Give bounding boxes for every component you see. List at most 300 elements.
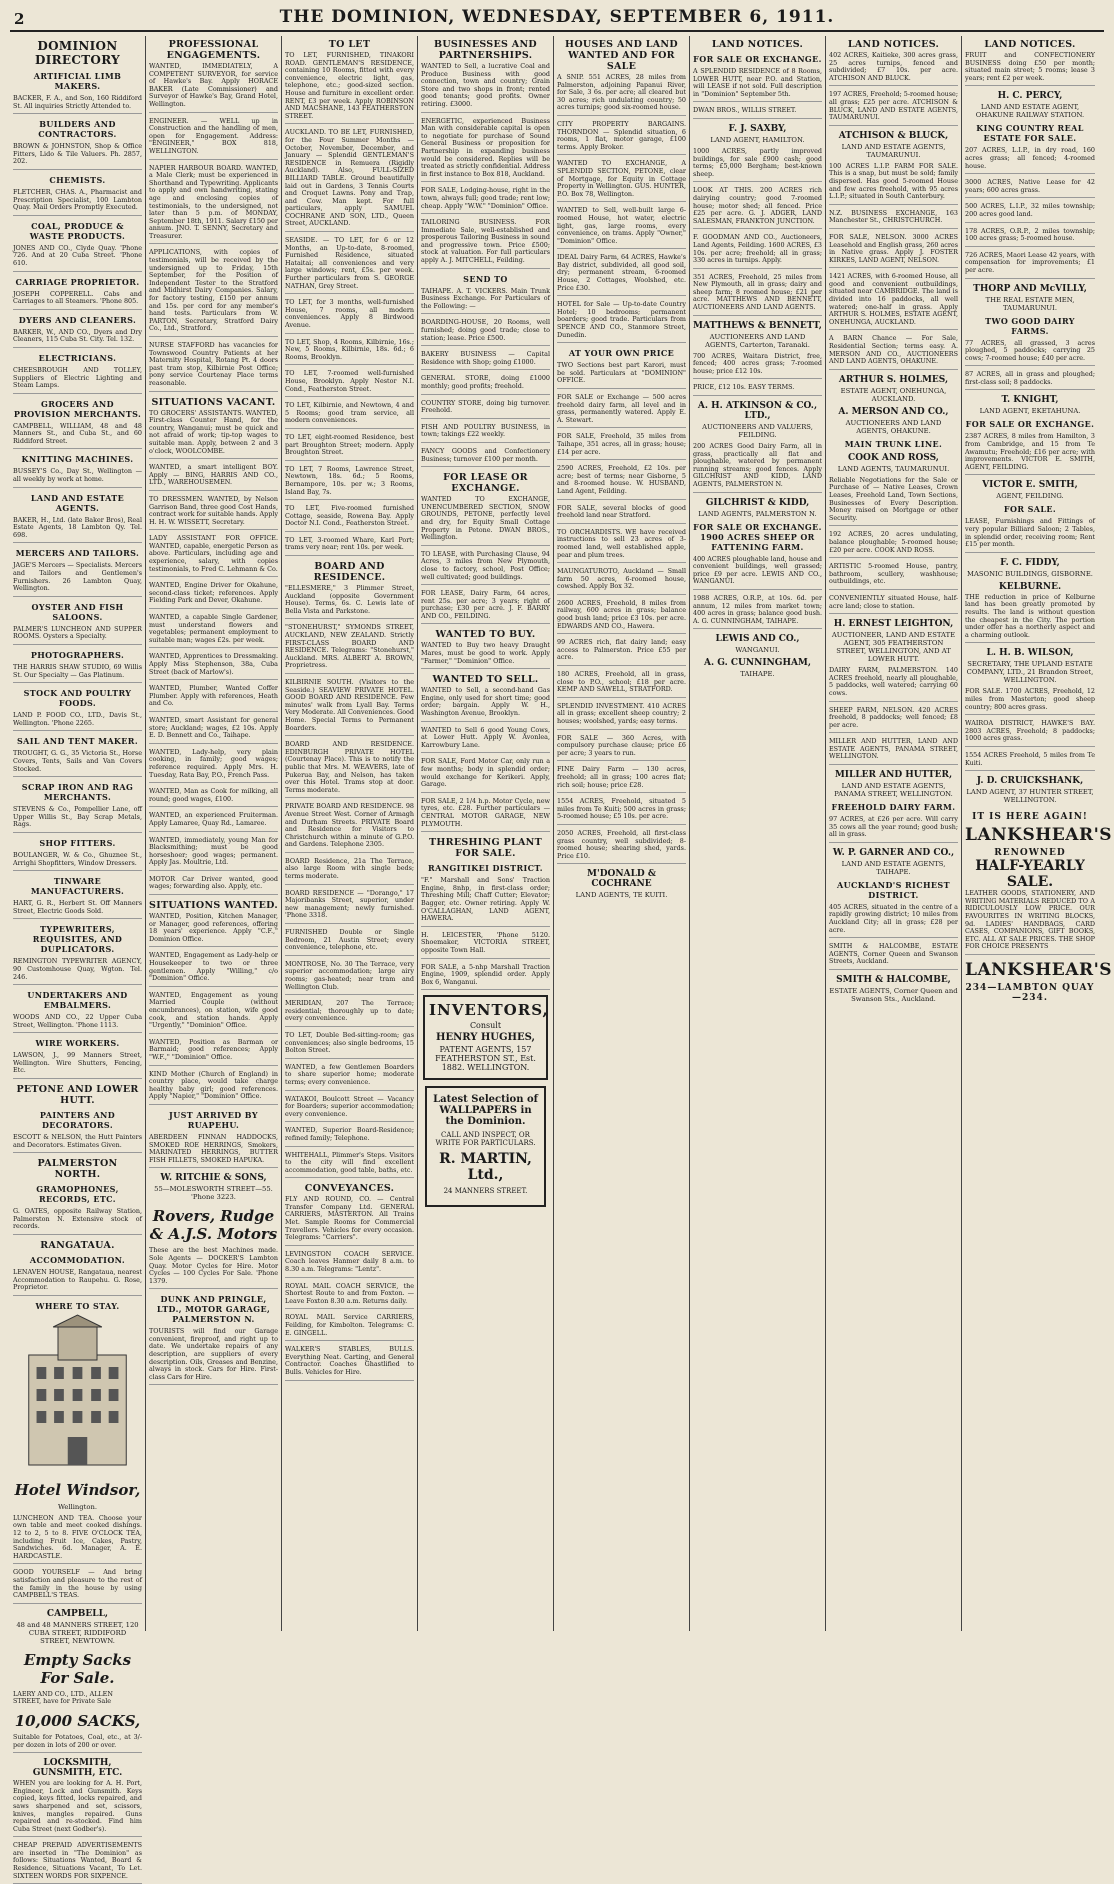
page-title: THE DOMINION, WEDNESDAY, SEPTEMBER 6, 1911.: [279, 7, 835, 27]
classified-ad: WANTED, Position as Barman or Barmaid; good references; Apply "W.F.," "Dominion" Office.: [149, 1039, 278, 1066]
classified-ad: 500 ACRES, L.I.P., 32 miles township; 200 acres good land.: [965, 203, 1095, 222]
classified-ad: BOARDING-HOUSE, 20 Rooms, well furnished; doing good trade; close to station; lease. Price £500.: [421, 319, 550, 346]
classified-ad: COUNTRY STORE, doing big turnover. Freehold.: [421, 400, 550, 419]
directory-category: SHOP FITTERS.: [39, 837, 116, 848]
classified-ad: WANTED, a capable Single Gardener, must understand flowers and vegetables; permanent employment to suitable man; wages £2s. per week.: [149, 614, 278, 648]
classified-ad: WANTED, Superior Board-Residence; refined family; Telephone.: [285, 1127, 414, 1146]
dunk-text: TOURISTS will find our Garage convenient, fireproof, and right up to date. We undertake repairs of any description, are suppliers of every description. Oils, Greases and Benzine, always in stock. Cars for Hire. First-class Cars for Hire.: [149, 1328, 278, 1385]
directory-category: SCRAP IRON AND RAG MERCHANTS.: [21, 782, 134, 803]
rovers-title: Rovers, Rudge & A.J.S. Motors: [149, 1207, 278, 1244]
directory-category: MERCERS AND TAILORS.: [15, 548, 140, 559]
column-engagements: [146, 36, 282, 1631]
wanted-buy-text: WANTED to Buy two heavy Draught Mares, must be good to work. Apply "Farmer," "Dominion" Office.: [421, 642, 550, 669]
ruapehu-heading: JUST ARRIVED BY RUAPEHU.: [169, 1109, 258, 1130]
classified-ad: NAPIER HARBOUR BOARD. WANTED, a Male Clerk; must be experienced in Shorthand and Typewriting. Applicants to apply and own handwriting, stating age and enclosing copies of testimonials, to the undersigned, not later than 5 p.m. of MONDAY, September 18th, 1911. Salary £150 per annum. JNO. T. SENNY, Secretary and Treasurer.: [149, 165, 278, 245]
directory-entry: JOSEPH COPPERELL. Cabs and Carriages to all Steamers. 'Phone 805.: [13, 291, 142, 310]
locksmith-title: LOCKSMITH, GUNSMITH, ETC.: [32, 1758, 123, 1779]
classified-ad: WANTED, Lady-help, very plain cooking, in family; good wages; reference required. Apply Mrs. H. Tuesday, Rata Bay, P.O., French Pass.: [149, 749, 278, 783]
masthead: [10, 4, 1104, 32]
classified-ad: WANTED, Engagement as young Married Couple (without encumbrances), on station, wife good cook, and station hands. Apply "Urgently," "Dominion" Office.: [149, 992, 278, 1034]
classified-ad: TO LET, for 3 months, well-furnished House, 7 rooms, all modern conveniences. Apply 8 Birdwood Avenue.: [285, 299, 414, 333]
directory-entry: BACKER, F. A., and Son, 160 Riddiford St. All inquiries Strictly Attended to.: [13, 95, 142, 114]
classified-ad: WANTED to Sell, a lucrative Coal and Produce Business with good connection, town and country; Grain Store and two shops in front; rented good tenants; good profits. Owner retiring. £3000.: [421, 63, 550, 113]
classified-ad: 178 ACRES, O.R.P., 2 miles township; 100 acres grass; 5-roomed house.: [965, 228, 1095, 247]
engagements-ads: [149, 63, 278, 392]
lewis-firm: LEWIS AND CO.,: [715, 634, 800, 645]
merson-sub: AUCTIONEERS AND LAND AGENTS, OHAKUNE.: [845, 418, 942, 435]
smith-halcombe-sub: ESTATE AGENTS, Corner Queen and Swanson Sts., Auckland.: [829, 987, 958, 1003]
directory-entry: CHEESBROUGH AND TOLLEY, Suppliers of Electric Lighting and Steam Lamps.: [13, 367, 142, 394]
situations-vacant-ads: [149, 410, 278, 896]
classified-ad: 700 ACRES, Waitara District, free, fenced; 400 acres grass; 7-roomed house; price £12 10s.: [693, 353, 822, 380]
classified-ad: 200 ACRES Good Dairy Farm, all in grass, practically all flat and ploughable, watered by permanent running streams; good fences. Apply GILCHRIST AND KIDD, LAND AGENTS, PALMERSTON N.: [693, 443, 822, 493]
matthews-firm: MATTHEWS & BENNETT,: [693, 320, 822, 331]
classified-ad: 197 ACRES, Freehold; 5-roomed house; all grass; £25 per acre. ATCHISON & BLUCK, LAND AND ESTATE AGENTS, TAUMARUNUI.: [829, 91, 958, 125]
engagements-heading: PROFESSIONAL ENGAGEMENTS.: [166, 39, 261, 61]
directory-category: ELECTRICIANS.: [38, 352, 117, 363]
saxby-sub: LAND AGENT, HAMILTON.: [710, 135, 805, 144]
fiddy-firm: F. C. FIDDY,: [1000, 557, 1060, 568]
classified-ad: "STONEHURST," SYMONDS STREET, AUCKLAND, NEW ZEALAND. Strictly FIRST-CLASS BOARD AND RESIDENCE. Telegrams: "Stonehurst," Auckland. MRS. ALBERT A. BROWN, Proprietress.: [285, 624, 414, 674]
classified-ad: SMITH & HALCOMBE, ESTATE AGENTS, Corner Queen and Swanson Streets, Auckland.: [829, 943, 958, 970]
classified-ad: LEVINGSTON COACH SERVICE. Coach leaves Hanmer daily 8 a.m. to 8.30 a.m. Telegrams: "Lentz".: [285, 1251, 414, 1278]
classified-ad: 207 ACRES, L.I.P., in dry road, 160 acres grass; all fenced; 4-roomed house.: [965, 147, 1095, 174]
victor-smith-firm: VICTOR E. SMITH,: [982, 480, 1078, 491]
classified-ad: WANTED, Engine Driver for Okahune, second-class ticket; references. Apply Fielding Park and Dever, Okahune.: [149, 582, 278, 609]
classified-ad: ROYAL MAIL Service CARRIERS, Feilding, for Kimbolton. Telegrams: C. E. GINGELL.: [285, 1314, 414, 1341]
classified-ad: 100 ACRES L.I.P. FARM FOR SALE. This is a snap, but must be sold; family dispersed. Has good 5-roomed House and few acres freehold, with 95 acres L.I.P.; situated in South Canterbury.: [829, 163, 958, 205]
land-notices-heading-3: LAND NOTICES.: [984, 39, 1076, 50]
classified-ad: TO LET, 7-roomed well-furnished House, Brooklyn. Apply Nestor N.I. Cond., Featherston Street.: [285, 370, 414, 397]
classified-ad: FANCY GOODS and Confectionery Business; turnover £100 per month.: [421, 448, 550, 467]
columns: [10, 36, 1113, 1880]
to-let-ads: [285, 52, 414, 556]
directory-entry: WOODS AND CO., 22 Upper Cuba Street, Wellington. 'Phone 1113.: [13, 1014, 142, 1033]
rangataua-text: LENAVEN HOUSE, Rangataua, nearest Accommodation to Raupehu. G. Rose, Proprietor.: [13, 1269, 142, 1296]
thorp-firm: THORP AND McVILLY,: [973, 283, 1087, 294]
palmerston-text: G. OATES, opposite Railway Station, Palmerston N. Extensive stock of records.: [13, 1208, 142, 1235]
where-to-stay: WHERE TO STAY.: [35, 1300, 120, 1311]
directory-entry: JONES AND CO., Clyde Quay. 'Phone 726. And at 20 Cuba Street. 'Phone 610.: [13, 245, 142, 272]
atchison-sub: LAND AND ESTATE AGENTS, TAUMARUNUI.: [841, 142, 946, 159]
freehold-heading: FREEHOLD DAIRY FARM.: [831, 802, 956, 813]
hotel-illustration: [19, 1315, 136, 1475]
thorp-sub: THE REAL ESTATE MEN, TAUMARUNUI.: [985, 295, 1075, 312]
classified-ad: A SPLENDID RESIDENCE of 8 Rooms, LOWER HUTT, near P.O. and Station, will LEASE if not sold. Full description in "Dominion" September 5th.: [693, 68, 822, 102]
king-country-heading: KING COUNTRY REAL ESTATE FOR SALE.: [976, 123, 1084, 144]
classified-ad: 726 ACRES, Maori Lease 42 years, with compensation for improvements; £1 per acre.: [965, 252, 1095, 279]
land2-ads-3: [829, 531, 958, 614]
cunningham-sub: TAIHAPE.: [740, 670, 775, 679]
directory-category: PHOTOGRAPHERS.: [30, 650, 125, 660]
classified-ad: TO GROCERS' ASSISTANTS. WANTED, First-class Counter Hand, for the country, Wanganui; must be quick and not afraid of work; tip-top wages to suitable man. Apply, between 2 and 3 o'clock, WOOLCOMBE.: [149, 410, 278, 460]
classified-ad: 99 ACRES rich, flat dairy land; easy access to Palmerston. Price £55 per acre.: [557, 639, 686, 666]
directory-category: CARRIAGE PROPRIETOR.: [15, 276, 140, 287]
classified-ad: TO LET, Double Bed-sitting-room; gas conveniences; also single bedrooms, 15 Bolton Street.: [285, 1032, 414, 1059]
classified-ad: FOR SALE, Ford Motor Car, only run a few months; body in splendid order; would exchange for Kerikeri. Apply, Garage.: [421, 758, 550, 792]
houses-ads-2: [557, 394, 686, 634]
directory-category: DYERS AND CLEANERS.: [18, 314, 137, 325]
directory-entry: THE HARRIS SHAW STUDIO, 69 Willis St. Our Specialty — Gas Platinum.: [13, 664, 142, 683]
sacks-count: 10,000 SACKS,: [14, 1711, 141, 1730]
main-trunk-heading: MAIN TRUNK LINE.: [844, 438, 943, 449]
wilson-sub: SECRETARY, THE UPLAND ESTATE COMPANY, LTD., 21 Brandon Street, WELLINGTON.: [966, 660, 1094, 685]
classified-ad: 1554 ACRES Freehold, 5 miles from Te Kuiti.: [965, 752, 1095, 771]
board-ads: [285, 585, 414, 1178]
ritchie-firm: W. RITCHIE & SONS,: [160, 1173, 267, 1184]
directory-category: TYPEWRITERS, REQUISITES, AND DUPLICATORS.: [32, 924, 123, 955]
classified-ad: MERIDIAN, 207 The Terrace; residential; thoroughly up to date; every convenience.: [285, 1000, 414, 1027]
freehold-text: 97 ACRES, at £26 per acre. Will carry 35 cows all the year round; good bush; all in grass.: [829, 816, 958, 843]
land-ads-1: [693, 68, 822, 119]
classified-ad: FOR SALE, several blocks of good freehold land near Stratford.: [557, 505, 686, 524]
situations-wanted-ads: [149, 913, 278, 1105]
directory-category: STOCK AND POULTRY FOODS.: [23, 688, 132, 709]
classified-ad: FURNISHED Double or Single Bedroom, 21 Austin Street; every convenience, telephone, etc.: [285, 929, 414, 956]
classified-ad: A BARN Chance — For Sale, Residential Section; terms easy. A. MERSON AND CO., AUCTIONEERS AND LAND AGENTS, OHAKUNE.: [829, 335, 958, 369]
classified-ad: 1554 ACRES, Freehold, situated 5 miles from Te Kuiti; 500 acres in grass; 5-roomed house; £5 10s. per acre.: [557, 798, 686, 825]
directory-entry: REMINGTON TYPEWRITER AGENCY, 90 Customhouse Quay, Wgton. Tel. 246.: [13, 958, 142, 985]
land3-ads-5: [965, 688, 1095, 771]
palmerston-sub: GRAMOPHONES, RECORDS, ETC.: [36, 1184, 119, 1205]
classified-ad: 400 ACRES ploughable land, house and convenient buildings, well grassed; price £9 per acre. LEWIS AND CO., WANGANUI.: [693, 556, 822, 590]
miller-firm: MILLER AND HUTTER,: [834, 770, 953, 781]
atchison-firm: ATCHISON & BLUCK,: [838, 130, 949, 141]
classified-ad: TO LET, eight-roomed Residence, best part Broughton Street; modern. Apply Broughton Street.: [285, 434, 414, 461]
percy-sub: LAND AND ESTATE AGENT, OHAKUNE RAILWAY STATION.: [975, 103, 1085, 120]
classified-ad: TO LEASE, with Purchasing Clause, 94 Acres, 3 miles from New Plymouth, close to factory, school, Post Office; well cultivated; good buildings.: [421, 551, 550, 585]
page-number: 2: [14, 10, 25, 28]
classified-ad: ARTISTIC 5-roomed House, pantry, bathroom, scullery, washhouse; outbuildings, etc.: [829, 563, 958, 590]
miller-sub: LAND AND ESTATE AGENTS, PANAMA STREET, WELLINGTON.: [834, 782, 953, 799]
classified-ad: 351 ACRES, Freehold, 25 miles from New Plymouth, all in grass; dairy and sheep farm; 8 roomed house; £21 per acre. MATTHEWS AND BENNETT, AUCTIONEERS AND LAND AGENTS.: [693, 274, 822, 316]
cook-text: Reliable Negotiations for the Sale or Purchase of — Native Leases, Crown Leases, Freehold Land, Town Sections, Businesses of Every Description. Money raised on Mortgage or other Security.: [829, 477, 958, 527]
classified-ad: WATAKOI, Boulcott Street — Vacancy for Boarders; superior accommodation; every convenience.: [285, 1096, 414, 1123]
classified-ad: WANTED to Sell 6 good Young Cows, at Lower Hutt. Apply W. Avonlea, Karrowbury Lane.: [421, 727, 550, 754]
classified-ad: LOOK AT THIS. 200 ACRES rich dairying country; good 7-roomed house; motor shed; all fenced. Price £25 per acre. G. J. ADGER, LAND SALESMAN, FRANKTON JUNCTION.: [693, 187, 822, 229]
directory-category: WIRE WORKERS.: [35, 1038, 120, 1049]
locksmith-text: WHEN you are looking for A. H. Port, Engineer, Lock and Gunsmith. Keys copied, keys fitted, locks repaired, and saws sharpened and set, scissors, knives, mangles repaired. Guns repaired and re-stocked. Find him Cuba Street (next Godber's).: [13, 1780, 142, 1837]
classified-ad: WANTED, immediately, young Man for Blacksmithing; must be good horseshoer; good wages; permanent. Apply Jas. Moultrie, Ltd.: [149, 837, 278, 871]
column-to-let: [282, 36, 418, 1631]
classified-ad: PRIVATE BOARD AND RESIDENCE. 98 Avenue Street West. Corner of Armagh and Durham Streets. PRIVATE Board and Residence for Visitors to Christchurch within a minute of G.P.O. and Gardens. Telephone 2305.: [285, 803, 414, 853]
land-notices-heading-2: LAND NOTICES.: [847, 39, 940, 50]
wanted-sell-heading: WANTED TO SELL.: [432, 674, 539, 686]
directory-entry: BROWN & JOHNSTON, Shop & Office Fitters, Lido & Tile Valuers. Ph. 2857, 202.: [13, 143, 142, 170]
directory-category: SAIL AND TENT MAKER.: [16, 736, 139, 747]
inventors-name: HENRY HUGHES,: [436, 1032, 535, 1044]
wanted-sell-ads: [421, 687, 550, 832]
classified-ad: "ELLESMERE," 3 Plimmer Street, Auckland (opposite Government House). Terms, 6s. C. Lewis late of Bella Vista and Parkstone.: [285, 585, 414, 619]
classified-ad: WHITEHALL, Plimmer's Steps. Visitors to the city will find excellent accommodation, good table, baths, etc.: [285, 1152, 414, 1179]
directory-entry: LAND P. FOOD CO., LTD., Davis St., Wellington. 'Phone 2265.: [13, 712, 142, 731]
classified-ad: N.Z. BUSINESS EXCHANGE, 163 Manchester St., CHRISTCHURCH.: [829, 210, 958, 229]
at-your-own-price: AT YOUR OWN PRICE: [568, 348, 675, 359]
classified-ad: WANTED, IMMEDIATELY, A COMPETENT SURVEYOR, for service of Hawke's Bay. Apply HORACE BAKER (Late Commissioner) and Surveyor of Hawke's Bay, Grand Hotel, Wellington.: [149, 63, 278, 113]
classified-ad: ENGINEER. — WELL up in Construction and the handling of men, open for Engagement. Address: "ENGINEER," BOX 818, WELLINGTON.: [149, 118, 278, 160]
classified-ad: 3000 ACRES, Native Lease for 42 years; 600 acres grass.: [965, 179, 1095, 198]
lankshear-here-again: IT IS HERE AGAIN!: [972, 812, 1088, 823]
situations-wanted-heading: SITUATIONS WANTED.: [149, 900, 278, 912]
classified-ad: FISH AND POULTRY BUSINESS, in town; takings £22 weekly.: [421, 424, 550, 443]
cruickshank-sub: LAND AGENT, 37 HUNTER STREET, WELLINGTON.: [966, 788, 1094, 805]
column-land-notices-3: [962, 36, 1113, 1631]
lankshear-text: LEATHER GOODS, STATIONERY, AND WRITING MATERIALS REDUCED TO A RIDICULOUSLY LOW PRICE. OUR FAVOURITES IN WRITING BLOCKS, 9d. LADIES' HANDBAGS, CARD CASES, COMPANIONS, GIFT BOOKS, ETC. ALL AT SALE PRICES. THE SHOP FOR CHOICE PRESENTS: [965, 890, 1095, 955]
lankshear-name-2: LANKSHEAR'S: [965, 959, 1113, 980]
land3-ads-1: [965, 52, 1095, 86]
directory-sections: [13, 71, 142, 1079]
directory-category: TINWARE MANUFACTURERS.: [30, 876, 125, 897]
classified-ad: MAUNGATUROTO, Auckland — Small farm 50 acres, 6-roomed house, cowshed. Apply Box 32.: [557, 568, 686, 595]
conveyances-ads: [285, 1196, 414, 1380]
smith-halcombe-firm: SMITH & HALCOMBE,: [836, 975, 951, 985]
lankshear-sale: HALF-YEARLY SALE.: [975, 858, 1085, 891]
land-notices-heading-1: LAND NOTICES.: [711, 39, 804, 50]
campbell-name: CAMPBELL,: [46, 1608, 109, 1619]
directory-entry: BOULANGER, W. & Co., Ghuznee St., Arrighi Shopfitters, Window Dressers.: [13, 852, 142, 871]
directory-category: OYSTER AND FISH SALOONS.: [31, 601, 124, 622]
cook-firm: COOK AND ROSS,: [848, 452, 939, 463]
classified-ad: TO LET, 7 Rooms, Lawrence Street, Newtown, 18s. 6d.; 5 Rooms, Bernampore, 10s. per w.; 3 Rooms, Island Bay, 7s.: [285, 466, 414, 500]
hotel-text: LUNCHEON AND TEA. Choose your own table and meet cooked dishings. 12 to 2, 5 to 8. FIVE O'CLOCK TEA, including Fruit Ice, Cakes, Pastry, Sandwiches. 6d. Manager, A. E. HARDCASTLE.: [13, 1515, 142, 1565]
atkinson-sub: AUCTIONEERS AND VALUERS, FEILDING.: [702, 423, 813, 440]
directory-category: COAL, PRODUCE & WASTE PRODUCTS.: [29, 220, 126, 241]
petone-heading: PETONE AND LOWER HUTT.: [16, 1084, 139, 1107]
directory-entry: HART, G. R., Herbert St. Off Manners Street, Electric Goods Sold.: [13, 900, 142, 919]
mcdonald-sub: LAND AGENTS, TE KUITI.: [575, 891, 668, 900]
directory-entry: FLETCHER, CHAS. A., Pharmacist and Prescription Specialist, 100 Lambton Quay. Mail Orders Promptly Executed.: [13, 189, 142, 216]
cunningham-firm: A. G. CUNNINGHAM,: [703, 658, 812, 669]
land3-ads-4: [965, 433, 1095, 475]
classified-ad: TO LET, Shop, 4 Rooms, Kilbirnie, 16s.; New, 5 Rooms, Kilbirnie, 18s. 6d.; 6 Rooms, Brooklyn.: [285, 339, 414, 366]
directory-entry: JAGE'S Mercers — Specialists. Mercers and Tailors and Gentlemen's Furnishers. 26 Lambton Quay, Wellington.: [13, 562, 142, 596]
directory-category: LAND AND ESTATE AGENTS.: [30, 492, 125, 513]
wallpapers-box: [425, 1086, 546, 1207]
matthews-sub: AUCTIONEERS AND LAND AGENTS, Carterton, Taranaki.: [705, 332, 810, 349]
cruickshank-firm: J. D. CRUICKSHANK,: [976, 776, 1084, 787]
atkinson-firm: A. H. ATKINSON & CO., LTD.,: [697, 401, 818, 422]
prepaid-text: CHEAP PREPAID ADVERTISEMENTS are inserted in "The Dominion" as follows: Situations Wanted, Board & Residence, Situations Vacant, To Let. SIXTEEN WORDS FOR SIXPENCE.: [13, 1842, 142, 1884]
garner-sub: LAND AND ESTATE AGENTS, TAIHAPE.: [841, 859, 946, 876]
lease-text: WANTED TO EXCHANGE, UNENCUMBERED SECTION, SNOW GROUNDS, PETONE, perfectly level and dry, for Equity Small Cottage Property in Petone. DWAN BROS., Wellington.: [421, 496, 550, 546]
directory-entry: CAMPBELL, WILLIAM, 48 and 48 Manners St., and Cuba St., and 60 Riddiford Street.: [13, 423, 142, 450]
directory-entry: STEVENS & Co., Pompellier Lane, off Upper Willis St., Bay Scrap Metals, Rags.: [13, 806, 142, 833]
houses-ads-3: [557, 639, 686, 864]
classified-ad: FOR SALE, Lodging-house, right in the town, always full; good trade; rent low; cheap. Apply "W.W." "Dominion" Office.: [421, 187, 550, 214]
classified-ad: TO ORCHARDISTS. WE have received instructions to sell 23 acres of 3-roomed land, well established apple, pear and plum trees.: [557, 529, 686, 563]
leighton-sub: AUCTIONEER, LAND AND ESTATE AGENT, 305 FEATHERSTON STREET, WELLINGTON, AND AT LOWER HUTT.: [831, 631, 956, 664]
classified-ad: LADY ASSISTANT FOR OFFICE. WANTED, capable, energetic Person as above. Particulars, including age and experience, salary, with copies testimonials, to Fred C. Lehmann & Co.: [149, 535, 278, 577]
kelburne-heading: KELBURNE.: [998, 581, 1062, 592]
hotel-town: Wellington.: [57, 1502, 98, 1511]
lankshear-renowned: RENOWNED: [994, 848, 1066, 859]
ruapehu-text: ABERDEEN FINNAN HADDOCKS, SMOKED ROE HERRINGS, Smokers, MARINATED HERRINGS, BUTTER FISH FILLETS, SMOKED HAPUKA.: [149, 1134, 278, 1168]
palmerston-heading: PALMERSTON NORTH.: [37, 1158, 118, 1181]
directory-entry: PALMER'S LUNCHEON AND SUPPER ROOMS. Oysters a Specialty.: [13, 626, 142, 645]
businesses-ads: [421, 63, 550, 269]
fiddy-sub: MASONIC BUILDINGS, GISBORNE.: [967, 569, 1093, 578]
lewis-sub: WANGANUI.: [735, 646, 780, 655]
gilchrist-sub: LAND AGENTS, PALMERSTON N.: [698, 509, 817, 518]
threshing-sub: RANGITIKEI DISTRICT.: [428, 863, 543, 874]
situations-vacant-heading: SITUATIONS VACANT.: [151, 396, 276, 408]
lankshear-name: LANKSHEAR'S: [965, 825, 1113, 846]
classified-ad: 1421 ACRES, with 6-roomed House, all good and convenient outbuildings, situated near CAMBRIDGE. The land is divided into 16 paddocks, all well watered; one-half in grass. Apply ARTHUR S. HOLMES, ESTATE AGENT, ONEHUNGA, AUCKLAND.: [829, 273, 958, 330]
two-dairy-heading: TWO GOOD DAIRY FARMS.: [985, 315, 1075, 336]
rangataua-heading: RANGATAUA.: [40, 1240, 115, 1252]
holmes-firm: ARTHUR S. HOLMES,: [838, 374, 949, 385]
classified-ad: WANTED, Position, Kitchen Manager, or Manager, good references, offering 18 years' experience. Apply "C.F.," Dominion Office.: [149, 913, 278, 947]
classified-ad: WANTED, a few Gentlemen Boarders to share superior home; moderate terms; every convenience.: [285, 1064, 414, 1091]
classified-ad: ENERGETIC, experienced Business Man with considerable capital is open to negotiate for purchase of Sound General Business or proposition for Partnership in expanding business would be considered. Replies will be treated as strictly confidential. Address in first instance to Box 818, Auckland.: [421, 118, 550, 183]
classified-ad: SEASIDE. — TO LET, for 6 or 12 Months, an Up-to-date, 8-roomed, Furnished Residence, situated Hataitai; all conveniences and very large windows; rent, £5s. per week. Further particulars from S. GEORGE NATHAN, Grey Street.: [285, 237, 414, 294]
directory-entry: LAWSON, J., 99 Manners Street, Wellington. Wire Shutters, Fencing, Etc.: [13, 1052, 142, 1079]
classified-ad: DAIRY FARM, PALMERSTON. 140 ACRES freehold, nearly all ploughable, 5 paddocks, well watered; carrying 60 cows.: [829, 667, 958, 701]
classified-ad: FLY AND ROUND, CO. — Central Transfer Company Ltd. GENERAL CARRIERS, MASTERTON. All Trains Met. Sample Rooms for Commercial Travellers. Vehicles for every occasion. Telegrams: "Carriers".: [285, 1196, 414, 1246]
directory-heading: DOMINION DIRECTORY: [35, 39, 120, 67]
lankshear-addr: 234—LAMBTON QUAY—234.: [965, 982, 1095, 1003]
knight-sub: LAND AGENT, EKETAHUNA.: [979, 407, 1081, 416]
classified-ad: MILLER AND HUTTER, LAND AND ESTATE AGENTS, PANAMA STREET, WELLINGTON.: [829, 738, 958, 765]
land3-ads-2: [965, 147, 1095, 278]
classified-ad: 2050 ACRES, Freehold, all first-class grass country, well subdivided; 8-roomed house; shearing shed, yards. Price £10.: [557, 830, 686, 864]
at-your-own-text: TWO Sections best part Karori, must be sold. Particulars at "DOMINION" OFFICE.: [557, 362, 686, 389]
classified-ad: WANTED to Sell, a second-hand Gas Engine, only used for short time; good order; bargain. Apply W. H., Washington Avenue, Brooklyn.: [421, 687, 550, 721]
classified-ad: WANTED, a smart intelligent BOY. Apply — BING, HARRIS AND CO., LTD., WAREHOUSEMEN.: [149, 464, 278, 491]
sacks-text: LAERY AND CO., LTD., ALLEN STREET, have for Private Sale: [13, 1689, 113, 1706]
wallpapers-firm: R. MARTIN, Ltd.,: [439, 1151, 532, 1184]
rangataua-sub: ACCOMMODATION.: [29, 1255, 126, 1266]
inventors-addr: PATENT AGENTS, 157 FEATHERSTON ST., Est. 1882. WELLINGTON.: [435, 1045, 536, 1073]
classified-ad: 1988 ACRES, O.R.P., at 10s. 6d. per annum, 12 miles from market town; 400 acres in grass; balance good bush. A. G. CUNNINGHAM, TAIHAPE.: [693, 595, 822, 629]
gilchrist-firm: GILCHRIST & KIDD,: [705, 497, 810, 508]
directory-category: UNDERTAKERS AND EMBALMERS.: [27, 990, 128, 1011]
classified-ad: WANTED, Man as Cook for milking, all round; good wages, £100.: [149, 788, 278, 807]
ritchie-addr: 55—MOLESWORTH STREET—55. 'Phone 3223.: [154, 1185, 273, 1202]
classified-ad: WANTED, an experienced Fruiterman. Apply Lamaree, Quay Rd., Lamaree.: [149, 812, 278, 831]
classified-ad: FOR SALE — 360 Acres, with compulsory purchase clause; price £6 per acre; 3 years to run.: [557, 735, 686, 762]
kelburne-text: THE reduction in price of Kelburne land has been greatly promoted by results. The land is without question the cheapest in the City. The portion under offer has a northerly aspect and a charming outlook.: [965, 594, 1095, 644]
classified-ad: NURSE STAFFORD has vacancies for Townswood Country Patients at her Maternity Hospital, Rotang Pt. 4 doors past tram stop, Kilbirnie Post Office; pony service Courtenay Place terms reasonable.: [149, 342, 278, 392]
classified-ad: 2590 ACRES, Freehold, £2 10s. per acre; best of terms; near Gisborne, 5 and 8-roomed house. W. HUSBAND, Land Agent, Feilding.: [557, 465, 686, 499]
land-ads-3: [693, 353, 822, 396]
land2-ads-1: [829, 52, 958, 126]
classified-ad: GENERAL STORE, doing £1000 monthly; good profits; freehold.: [421, 375, 550, 394]
classified-ad: 402 ACRES, Kaitieke, 300 acres grass, 25 acres turnips, fenced and subdivided; £7 10s. per acre. ATCHISON AND BLUCK.: [829, 52, 958, 86]
classified-ad: KILBIRNIE SOUTH. (Visitors to the Seaside.) SEAVIEW PRIVATE HOTEL. GOOD BOARD AND RESIDENCE. Few minutes' walk from Lyall Bay. Terms Very Moderate. All Conveniences. Good Home. Special Terms to Permanent Boarders.: [285, 679, 414, 736]
classified-ad: FRUIT and CONFECTIONERY BUSINESS doing £50 per month; situated main street; 5 rooms; lease 3 years; rent £2 per week.: [965, 52, 1095, 86]
directory-category: CHEMISTS.: [49, 174, 106, 185]
knight-firm: T. KNIGHT,: [1001, 395, 1059, 406]
holmes-sub: ESTATE AGENT, ONEHUNGA, AUCKLAND.: [840, 386, 947, 403]
auckland-heading: AUCKLAND'S RICHEST DISTRICT.: [837, 879, 950, 900]
inventors-consult: Consult: [469, 1021, 502, 1031]
classified-ad: 2387 ACRES, 8 miles from Hamilton, 3 from Cambridge, and 15 from Te Awamutu; Freehold; £16 per acre; with improvements. VICTOR E. SMITH, AGENT, FEILDING.: [965, 433, 1095, 475]
land-ads-2: [693, 148, 822, 316]
classified-ad: TO LET, Kilbirnie, and Newtown, 4 and 5 Rooms; good tram service, all modern conveniences.: [285, 402, 414, 429]
inventors-title: INVENTORS,: [429, 1001, 549, 1020]
classified-ad: FOR SALE, 2 1/4 h.p. Motor Cycle, new tyres, etc. £28. Further particulars — CENTRAL MOTOR GARAGE, NEW PLYMOUTH.: [421, 798, 550, 832]
directory-entry: BARKER, W., AND CO., Dyers and Dry Cleaners, 115 Cuba St. City. Tel. 132.: [13, 329, 142, 348]
garner-firm: W. P. GARNER AND CO.,: [832, 847, 955, 858]
wallpapers-call: CALL AND INSPECT, OR WRITE FOR PARTICULARS.: [435, 1131, 536, 1148]
classified-ad: 87 ACRES, all in grass and ploughed; first-class soil; 8 paddocks.: [965, 371, 1095, 390]
classified-ad: BAKERY BUSINESS — Capital Residence with Shop; going £1000.: [421, 351, 550, 370]
column-directory: [10, 36, 146, 1880]
conveyances-heading: CONVEYANCES.: [304, 1183, 395, 1195]
threshing-heading: THRESHING PLANT FOR SALE.: [428, 837, 542, 860]
classified-ad: KIND Mother (Church of England) in country place, would take charge healthy baby girl; good references. Apply "Napier," "Dominion" Office.: [149, 1071, 278, 1105]
classified-ad: DWAN BROS., WILLIS STREET.: [693, 107, 822, 119]
exchange-heading: FOR SALE OR EXCHANGE.: [693, 54, 822, 64]
send-to-text: TAIHAPE. A. T. VICKERS. Main Trunk Business Exchange. For Particulars of the Following: —: [421, 288, 550, 315]
sacks-title: Empty Sacks For Sale.: [23, 1650, 132, 1687]
column-land-notices-1: [690, 36, 826, 1631]
directory-category: KNITTING MACHINES.: [21, 454, 134, 465]
cook-sub: LAND AGENTS, TAUMARUNUI.: [837, 464, 950, 473]
classified-ad: 1000 ACRES, partly improved buildings, for sale £900 cash; good terms; £5,000 Bergham; best-known sheep.: [693, 148, 822, 182]
classified-ad: WANTED TO EXCHANGE, A SPLENDID SECTION, PETONE, clear of Mortgage, for Equity in Cottage Property in Wellington. GUS. HUNTER, P.O. Box 78, Wellington.: [557, 160, 686, 202]
for-sale-heading: FOR SALE.: [1003, 504, 1057, 515]
classified-ad: FOR LEASE, Dairy Farm, 64 acres, rent 25s. per acre; 3 years; right of purchase; £30 per acre. J. F. BARRY AND CO., FEILDING.: [421, 590, 550, 624]
houses-ads: [557, 74, 686, 343]
lankshear-ad: [965, 812, 1113, 1003]
rovers-text: These are the best Machines made. Sole Agents — DOCKER'S Lambton Quay. Motor Cycles for Hire. Motor Cycles — 100 Cycles For Sale. 'Phone 1379.: [149, 1247, 278, 1289]
hotel-name: Hotel Windsor,: [14, 1480, 141, 1499]
classified-ad: TO DRESSMEN. WANTED, by Nelson Garrison Band, three good Cost Hands, contract work for suitable hands. Apply H. H. W. WISSETT, Secretary.: [149, 496, 278, 530]
classified-ad: 405 ACRES, situated in the centre of a rapidly growing district; 10 miles from Auckland City; all in grass; £28 per acre.: [829, 904, 958, 938]
exchange-heading-3: FOR SALE OR EXCHANGE.: [965, 419, 1095, 430]
threshing-text: "F." Marshall and Sons' Traction Engine, 8nhp, in first-class order; Threshing Mill; Chaff Cutter; Elevator; Bagger, etc. Owner retiring. Apply W. O'CALLAGHAN, LAND AGENT, HAWERA.: [421, 877, 550, 927]
classified-ad: CONVENIENTLY situated House, half-acre land; close to station.: [829, 595, 958, 614]
classified-ad: WANTED to Sell, well-built large 6-roomed House, hot water, electric light, gas, large rooms, every convenience, on trams. Apply "Owner," "Dominion" Office.: [557, 207, 686, 249]
businesses-heading: BUSINESSES AND PARTNERSHIPS.: [434, 39, 537, 61]
campbell-addr: 48 and 48 MANNERS STREET, 120 CUBA STREET, RIDDIFORD STREET, NEWTOWN.: [16, 1620, 139, 1645]
classified-ad: WANTED, Plumber, Wanted Coffer Plumber. Apply with references, Heath and Co.: [149, 685, 278, 712]
houses-heading: HOUSES AND LAND WANTED AND FOR SALE: [565, 39, 678, 72]
petone-sub: PAINTERS AND DECORATORS.: [39, 1110, 116, 1131]
sacks-text2: Suitable for Potatoes, Coal, etc., at 3/- per dozen in lots of 200 or over.: [13, 1734, 142, 1753]
classified-ad: WANTED, smart Assistant for general store; Auckland; wages, £2 10s. Apply E. D. Bennett and Co., Taihape.: [149, 717, 278, 744]
vickers-ads: [421, 319, 550, 467]
classified-ad: FOR SALE. 1700 ACRES, Freehold, 12 miles from Masterton; good sheep country; 800 acres grass.: [965, 688, 1095, 715]
wallpapers-addr: 24 MANNERS STREET.: [443, 1187, 528, 1196]
classified-ad: MONTROSE, No. 30 The Terrace, very superior accommodation; large airy rooms; gas-heated; near tram and Wellington Club.: [285, 961, 414, 995]
classified-ad: IDEAL Dairy Farm, 64 ACRES, Hawke's Bay district, subdivided, all good soil, dry; permanent stream, 6-roomed House, 2 Cottages, Woolshed, etc. Price £30.: [557, 254, 686, 296]
classified-ad: FOR SALE, Freehold, 35 miles from Taihape, 351 acres, all in grass; house; £14 per acre.: [557, 433, 686, 460]
wallpapers-title: Latest Selection of WALLPAPERS in the Dominion.: [433, 1094, 538, 1128]
lease-heading: FOR LEASE OR EXCHANGE.: [443, 472, 528, 495]
classified-ad: SHEEP FARM, NELSON. 420 ACRES freehold, 8 paddocks; well fenced; £8 per acre.: [829, 707, 958, 734]
classified-ad: MOTOR Car Driver wanted, good wages; forwarding also. Apply, etc.: [149, 876, 278, 895]
classified-ad: WALKER'S STABLES, BULLS. Everything Neat. Carting, and General Contractor. Coaches Ghastlified to Bulls. Vehicles for Hire.: [285, 1346, 414, 1380]
land2-ads-2: [829, 163, 958, 370]
directory-entry: BAKER, H., Ltd. (late Baker Bros), Real Estate Agents, 18 Lambton Qy. Tel. 698.: [13, 517, 142, 544]
classified-ad: AUCKLAND. TO BE LET, FURNISHED, for the Four Summer Months — October, November, December, and January — Splendid GENTLEMAN'S RESIDENCE in Remuera (Rigidly Auckland). Also, FULL-SIZED BILLIARD TABLE. Ground beautifully laid out in Gardens, 3 Tennis Courts and Croquet Lawns. Pony and Trap, and Cow. Man kept. For full particulars, apply SAMUEL COCHRANE AND SON, LTD., Queen Street, AUCKLAND.: [285, 129, 414, 232]
classified-ad: 180 ACRES, Freehold, all in grass, close to P.O., school; £18 per acre. KEMP AND SAWELL, STRATFORD.: [557, 671, 686, 698]
board-heading: BOARD AND RESIDENCE.: [313, 561, 386, 584]
classified-ad: F. GOODMAN AND CO., Auctioneers, Land Agents, Feilding. 1600 ACRES, £3 10s. per acre; freehold; all in grass; 330 acres in turnips. Apply.: [693, 234, 822, 268]
percy-firm: H. C. PERCY,: [997, 91, 1063, 102]
land-ads-5: [693, 556, 822, 630]
directory-category: ARTIFICIAL LIMB MAKERS.: [33, 71, 122, 91]
classified-ad: SPLENDID INVESTMENT. 410 ACRES all in grass; excellent sheep country; 2 houses; woolshed, yards; easy terms.: [557, 703, 686, 730]
directory-category: BUILDERS AND CONTRACTORS.: [38, 119, 117, 140]
wilson-firm: L. H. B. WILSON,: [986, 648, 1074, 659]
mcdonald-firm: M'DONALD & COCHRANE: [587, 869, 656, 890]
classified-ad: 77 ACRES, all grassed, 3 acres ploughed, 5 paddocks; carrying 25 cows; 7-roomed house; £40 per acre.: [965, 340, 1095, 367]
classified-ad: WAIROA DISTRICT, HAWKE'S BAY. 2803 ACRES, Freehold; 8 paddocks; 1000 acres grass.: [965, 720, 1095, 747]
